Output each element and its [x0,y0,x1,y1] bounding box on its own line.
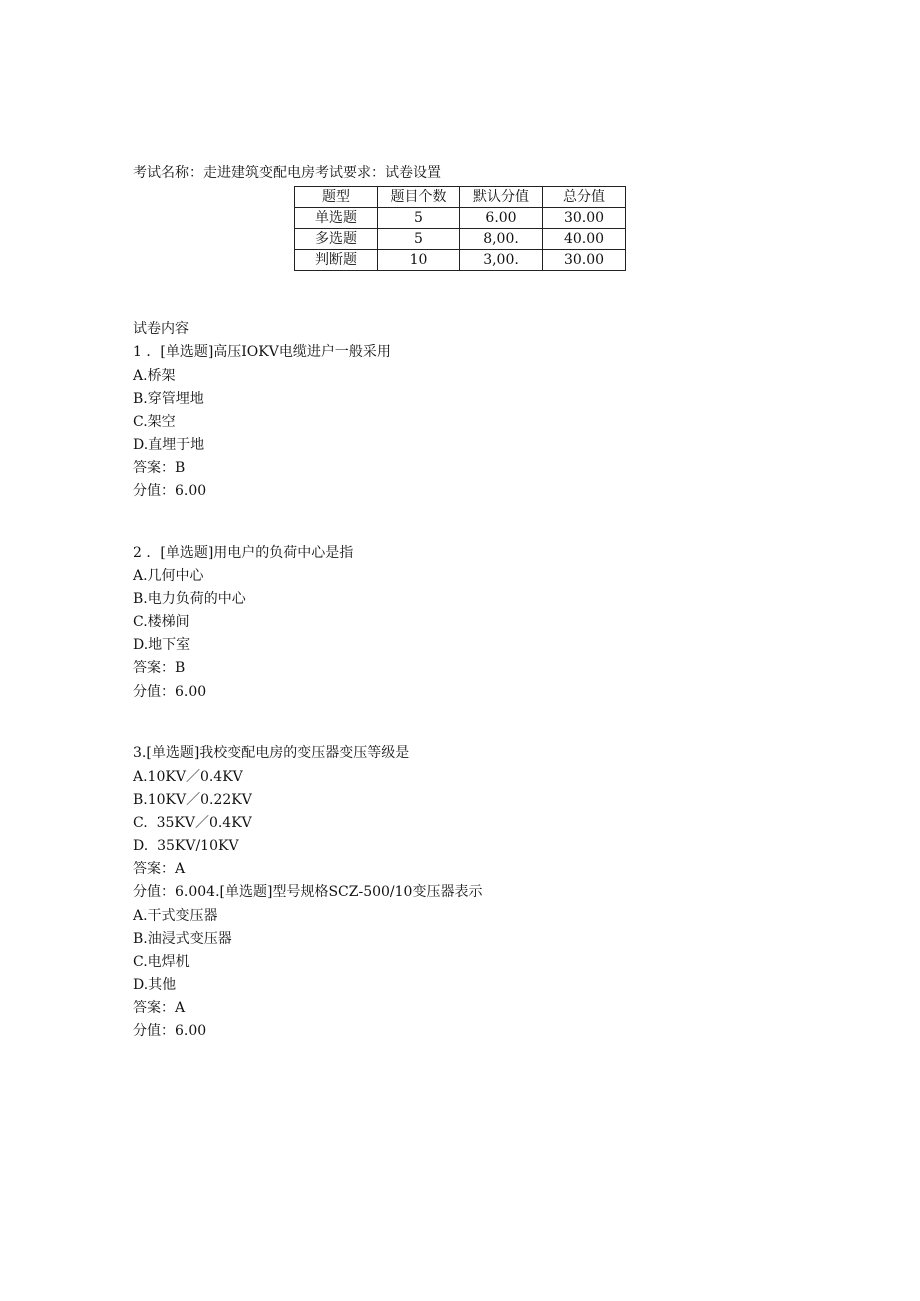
question-1-option-c: C.架空 [133,414,176,430]
question-4-answer: 答案：A [133,1000,186,1016]
question-1-text: 1 ．[单选题]高压IOKV电缆进户一般采用 [133,344,391,360]
column-header: 总分值 [543,187,626,208]
table-cell: 30.00 [543,208,626,229]
question-3-option-c: C. 35KV／0.4KV [133,815,252,831]
table-cell: 5 [378,208,460,229]
table-row [295,229,626,250]
question-1-score: 分值：6.00 [133,483,207,499]
question-3-option-b: B.10KV／0.22KV [133,792,252,808]
table-cell: 6.00 [460,208,543,229]
exam-header: 考试名称：走进建筑变配电房考试要求：试卷设置 [133,165,441,181]
question-2-score: 分值：6.00 [133,684,207,700]
column-header: 题型 [295,187,378,208]
table-cell: 3,00. [460,250,543,271]
table-cell: 5 [378,229,460,250]
column-header: 默认分值 [460,187,543,208]
question-2-option-a: A.几何中心 [133,568,204,584]
question-2-answer: 答案：B [133,660,186,676]
section-title: 试卷内容 [133,321,189,337]
settings-table [294,186,626,271]
table-cell: 10 [378,250,460,271]
question-4-option-b: B.油浸式变压器 [133,931,232,947]
question-1-option-b: B.穿管埋地 [133,391,204,407]
question-2-option-c: C.楼梯间 [133,614,190,630]
table-cell: 单选题 [295,208,378,229]
table-cell: 40.00 [543,229,626,250]
question-3-score-and-question-4: 分值：6.004.[单选题]型号规格SCZ-500/10变压器表示 [133,884,483,900]
table-row [295,208,626,229]
question-4-option-d: D.其他 [133,977,177,993]
question-4-option-a: A.干式变压器 [133,908,218,924]
question-2-option-b: B.电力负荷的中心 [133,591,246,607]
question-1-answer: 答案：B [133,460,186,476]
question-4-option-c: C.电焊机 [133,954,190,970]
table-cell: 判断题 [295,250,378,271]
question-3-option-d: D. 35KV/10KV [133,838,239,854]
column-header: 题目个数 [378,187,460,208]
question-1-option-a: A.桥架 [133,368,176,384]
table-cell: 30.00 [543,250,626,271]
table-header-row [295,187,626,208]
question-4-score: 分值：6.00 [133,1023,207,1039]
question-3-answer: 答案：A [133,861,186,877]
question-2-text: 2 ．[单选题]用电户的负荷中心是指 [133,545,354,561]
question-1-option-d: D.直埋于地 [133,437,205,453]
table-cell: 多选题 [295,229,378,250]
table-row [295,250,626,271]
question-2-option-d: D.地下室 [133,637,191,653]
table-cell: 8,00. [460,229,543,250]
question-3-option-a: A.10KV／0.4KV [133,769,243,785]
question-3-text: 3.[单选题]我校变配电房的变压器变压等级是 [133,745,410,761]
